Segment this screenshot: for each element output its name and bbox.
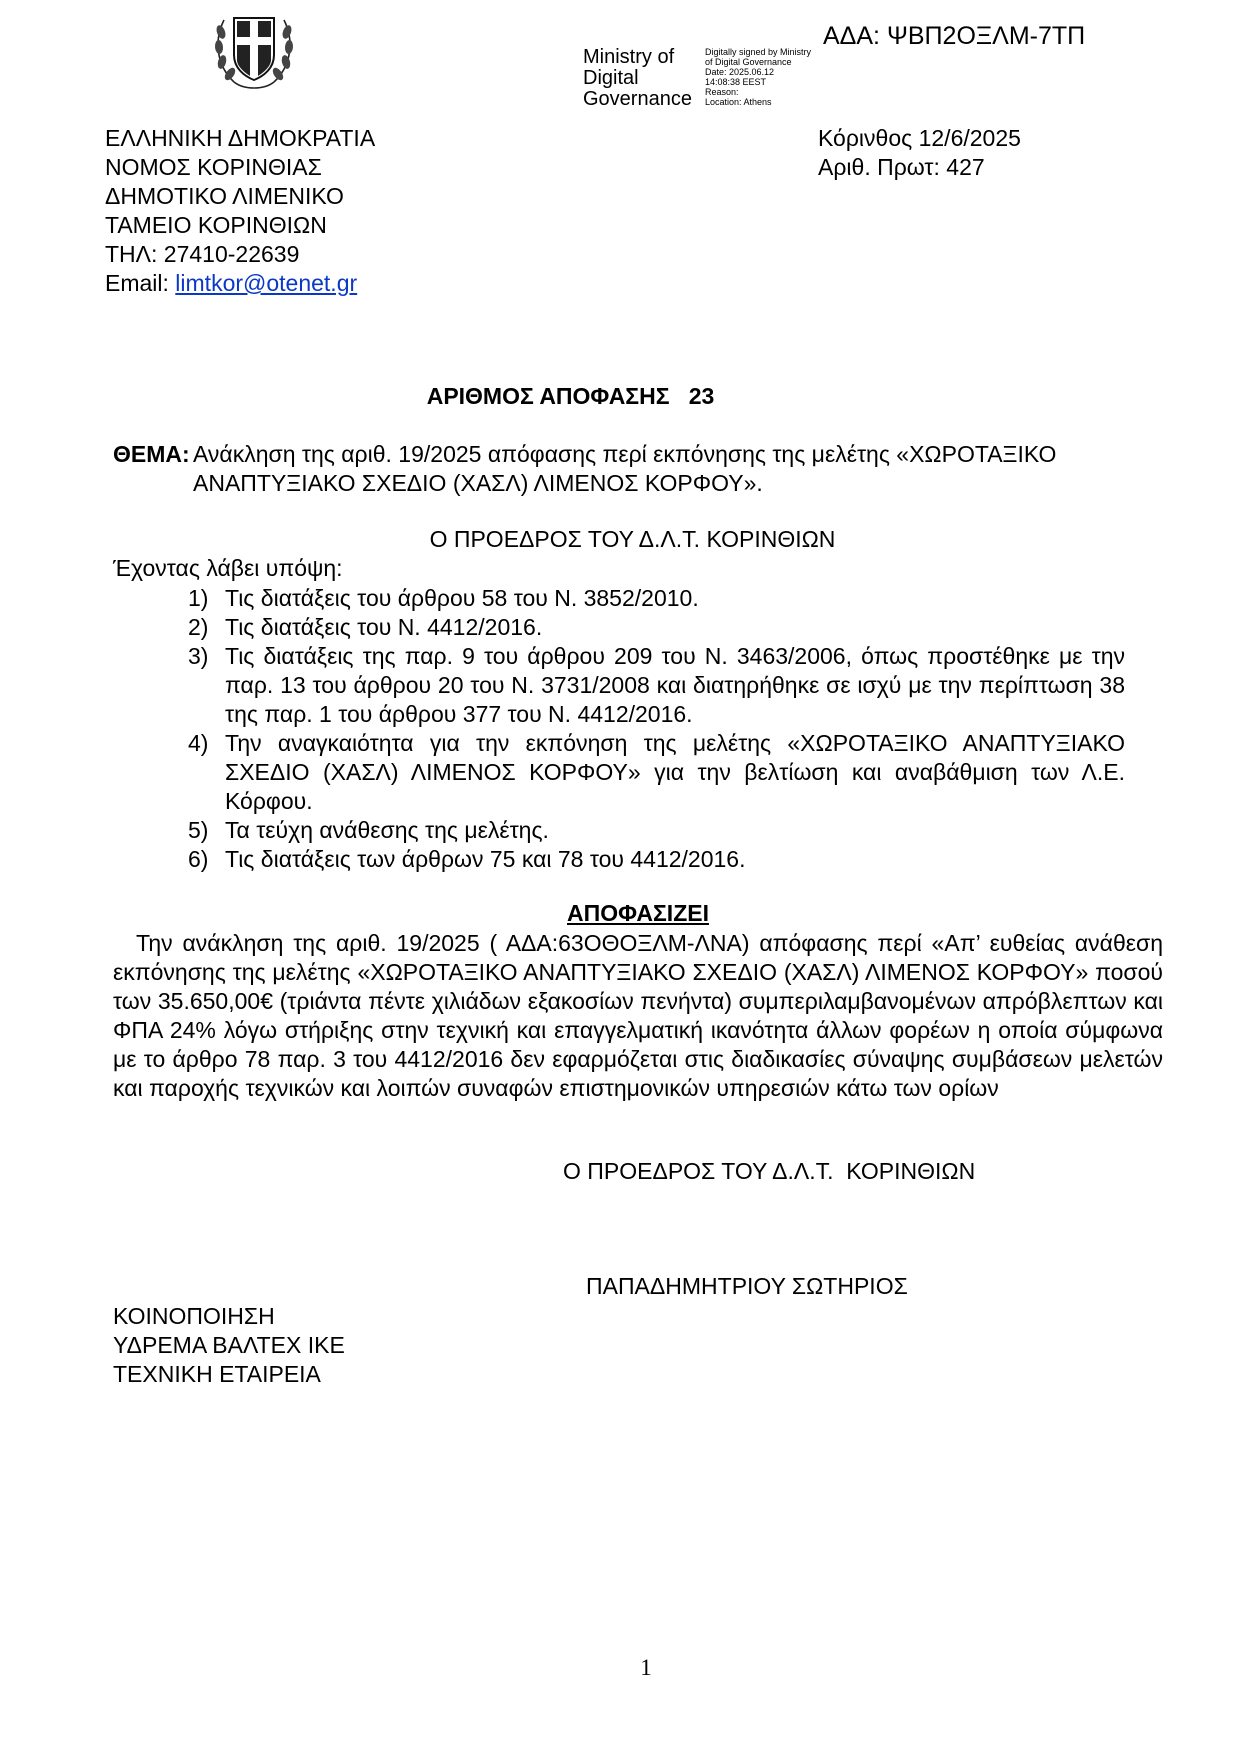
signature-detail-line: Digitally signed by Ministry [705,47,812,57]
digital-signature-signer [583,47,703,110]
list-item [188,729,1125,816]
list-item [188,642,1125,729]
signer-line: Digital [583,67,639,89]
notification-recipient: ΤΕΧΝΙΚΗ ΕΤΑΙΡΕΙΑ [113,1361,321,1387]
digital-signature-details [705,47,835,107]
signature-detail-line: Reason: [705,87,739,97]
signer-line: Ministry of [583,46,675,68]
list-item-text: Τις διατάξεις του άρθρου 58 του Ν. 3852/2010. [225,585,699,611]
sender-line: ΕΛΛΗΝΙΚΗ ΔΗΜΟΚΡΑΤΙΑ [105,125,376,151]
list-item-number: 5) [188,817,209,843]
sender-email-row [105,269,375,298]
list-item-number: 1) [188,585,209,611]
list-item-text: Τα τεύχη ανάθεσης της μελέτης. [225,817,549,843]
list-item-text: Τις διατάξεις της παρ. 9 του άρθρου 209 του Ν. 3463/2006, όπως προστέθηκε με την παρ. 13 του άρθρου 20 του Ν. 3731/2008 και διατηρήθηκε σε ισχύ με την περίπτωση 38 της παρ. 1 του άρθρου 377 του Ν. 4412/2016. [225,643,1125,727]
sender-block [105,124,375,298]
signatory-name: ΠΑΠΑΔΗΜΗΤΡΙΟΥ ΣΩΤΗΡΙΟΣ [586,1273,908,1299]
list-item [188,845,1125,874]
sender-phone: ΤΗΛ: 27410-22639 [105,241,300,267]
president-heading: Ο ΠΡΟΕΔΡΟΣ ΤΟΥ Δ.Λ.Τ. ΚΟΡΙΝΘΙΩΝ [429,526,836,552]
considerations-list [188,584,1125,874]
notification-recipient: ΥΔΡΕΜΑ ΒΑΛΤΕΧ ΙΚΕ [113,1332,345,1358]
signatory-title: Ο ΠΡΟΕΔΡΟΣ ΤΟΥ Δ.Λ.Τ. ΚΟΡΙΝΘΙΩΝ [563,1158,976,1184]
list-item-text: Την αναγκαιότητα για την εκπόνηση της μελέτης «ΧΩΡΟΤΑΞΙΚΟ ΑΝΑΠΤΥΞΙΑΚΟ ΣΧΕΔΙΟ (ΧΑΣΛ) ΛΙΜΕΝΟΣ ΚΟΡΦΟΥ» για την βελτίωση και αναβάθμιση των Λ.Ε. Κόρφου. [225,730,1125,814]
decision-number: ΑΡΙΘΜΟΣ ΑΠΟΦΑΣΗΣ 23 [426,383,715,409]
signature-detail-line: 14:08:38 EEST [705,77,767,87]
considering-label: Έχοντας λάβει υπόψη: [113,555,343,581]
list-item-number: 6) [188,846,209,872]
list-item-number: 3) [188,643,209,669]
subject-text: Ανάκληση της αριθ. 19/2025 απόφασης περί εκπόνησης της μελέτης «ΧΩΡΟΤΑΞΙΚΟ ΑΝΑΠΤΥΞΙΑΚΟ ΣΧΕΔΙΟ (ΧΑΣΛ) ΛΙΜΕΝΟΣ ΚΟΡΦΟΥ». [193,441,1057,496]
signature-detail-line: Date: 2025.06.12 [705,67,775,77]
signature-detail-line: of Digital Governance [705,57,792,67]
sender-line: ΝΟΜΟΣ ΚΟΡΙΝΘΙΑΣ [105,154,322,180]
list-item-text: Τις διατάξεις του Ν. 4412/2016. [225,614,543,640]
document-date: Κόρινθος 12/6/2025 [818,125,1021,151]
signer-line: Governance [583,88,692,110]
list-item [188,584,1125,613]
date-block [818,124,1021,182]
signature-detail-line: Location: Athens [705,97,772,107]
sender-line: ΤΑΜΕΙΟ ΚΟΡΙΝΘΙΩΝ [105,212,327,238]
subject-label: ΘΕΜΑ: [113,441,190,467]
greek-coat-of-arms-emblem [204,0,304,100]
list-item [188,613,1125,642]
ada-code: ΑΔΑ: ΨΒΠ2ΟΞΛΜ-7ΤΠ [823,22,1086,50]
email-label: Email: [105,270,176,296]
list-item-text: Τις διατάξεις των άρθρων 75 και 78 του 4412/2016. [225,846,746,872]
list-item [188,816,1125,845]
email-link[interactable]: limtkor@otenet.gr [175,270,358,296]
page-number: 1 [640,1655,652,1680]
protocol-number: Αριθ. Πρωτ: 427 [818,154,985,180]
decision-body-text: Την ανάκληση της αριθ. 19/2025 ( ΑΔΑ:63ΟΘΟΞΛΜ-ΛΝΑ) απόφασης περί «Απ’ ευθείας ανάθεση εκπόνησης της μελέτης «ΧΩΡΟΤΑΞΙΚΟ ΑΝΑΠΤΥΞΙΑΚΟ ΣΧΕΔΙΟ (ΧΑΣΛ) ΛΙΜΕΝΟΣ ΚΟΡΦΟΥ» ποσού των 35.650,00€ (τριάντα πέντε χιλιάδων εξακοσίων πενήντα) συμπεριλαμβανομένων απρόβλεπτων και ΦΠΑ 24% λόγω στήριξης στην τεχνική και επαγγελματική ικανότητα άλλων φορέων η οποία σύμφωνα με το άρθρο 78 παρ. 3 του 4412/2016 δεν εφαρμόζεται στις διαδικασίες σύναψης συμβάσεων μελετών και παροχής τεχνικών και λοιπών συναφών επιστημονικών υπηρεσιών κάτω των ορίων [113,930,1163,1101]
notification-label: ΚΟΙΝΟΠΟΙΗΣΗ [113,1303,275,1329]
list-item-number: 2) [188,614,209,640]
list-item-number: 4) [188,730,209,756]
sender-line: ΔΗΜΟΤΙΚΟ ΛΙΜΕΝΙΚΟ [105,183,344,209]
decides-heading: ΑΠΟΦΑΣΙΖΕΙ [567,900,709,926]
notification-block [113,1302,345,1389]
